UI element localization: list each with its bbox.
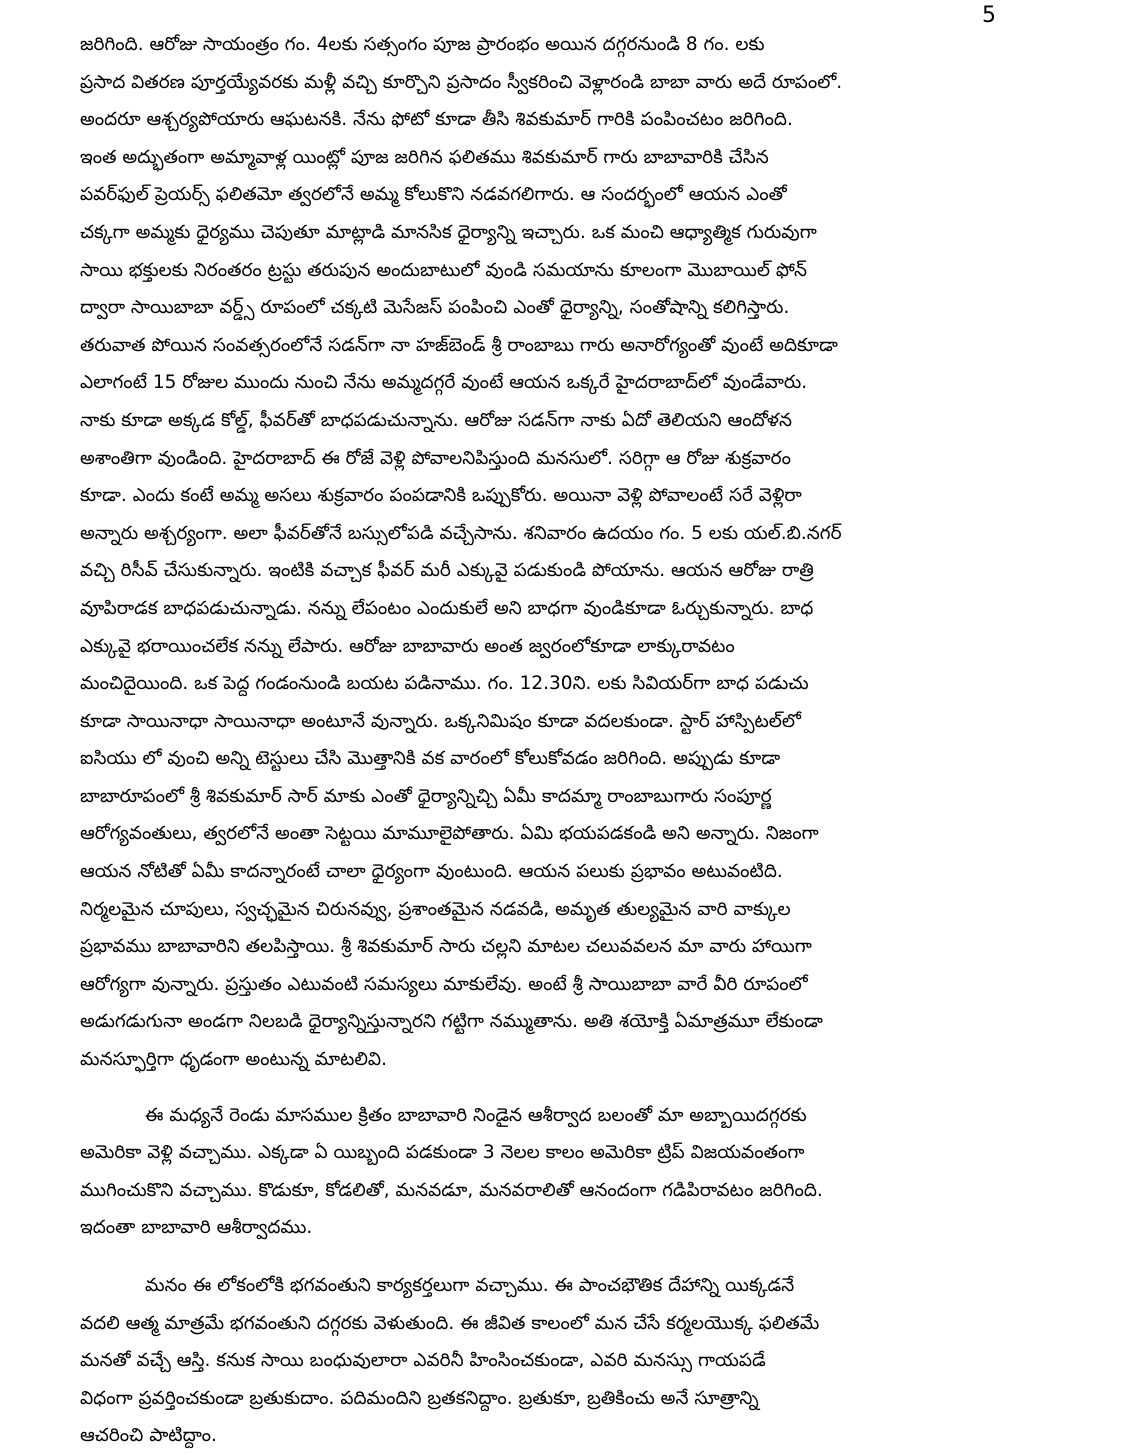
text-line: జరిగింది. ఆరోజు సాయంత్రం గం. 4లకు సత్సంగం పూజ ప్రారంభం అయిన దగ్గరనుండి 8 గం. లకు	[80, 34, 765, 55]
text-line: మనస్ఫూర్తిగా ధృడంగా అంటున్న మాటలివి.	[80, 1049, 387, 1071]
text-line: ఇదంతా బాబావారి ఆశీర్వాదము.	[80, 1217, 313, 1239]
text-line: ఎక్కువై భరాయించలేక నన్ను లేపారు. ఆరోజు బాబావారు అంత జ్వరంలోకూడా లాక్కురావటం	[80, 635, 735, 657]
text-line: నిర్మలమైన చూపులు, స్వచ్ఛమైన చిరునవ్వు, ప్రశాంతమైన నడవడి, అమృత తుల్యమైన వారి వాక్కుల	[80, 898, 791, 920]
text-line: ఈ మధ్యనే రెండు మాసముల క్రితం బాబావారి నిండైన ఆశీర్వాద బలంతో మా అబ్బాయిదగ్గరకు	[145, 1104, 807, 1126]
text-line: అన్నారు అశ్చర్యంగా. అలా ఫీవర్‌తోనే బస్సులోపడి వచ్చేసాను. శనివారం ఉదయం గం. 5 లకు యల్.బి.నగర్	[80, 522, 842, 544]
text-line: ఇంత అద్భుతంగా అమ్మావాళ్ల యింట్లో పూజ జరిగిన ఫలితము శివకుమార్ గారు బాబావారికి చేసిన	[80, 146, 769, 168]
text-line: కూడా. ఎందు కంటే అమ్మ అసలు శుక్రవారం పంపడానికి ఒప్పుకోరు. అయినా వెళ్లి పోవాలంటే సరే వెళ్లిరా	[80, 485, 802, 507]
text-line: ద్వారా సాయిబాబా వర్డ్స్ రూపంలో చక్కటి మెసేజస్ పంపించి ఎంతో ధైర్యాన్ని, సంతోషాన్ని కలిగిస్తారు.	[80, 297, 790, 319]
text-line: మంచిదైయింది. ఒక పెద్ద గండంనుండి బయట పడినాము. గం. 12.30ని. లకు సివియర్‌గా బాధ పడుచు	[80, 673, 809, 695]
text-line: కూడా సాయినాధా సాయినాధా అంటూనే వున్నారు. ఒక్కనిమిషం కూడా వదలకుండా. స్టార్ హాస్పిటల్‌లో	[80, 710, 801, 732]
text-line: ఎలాగంటే 15 రోజుల ముందు నుంచి నేను అమ్మదగ్గరే వుంటే ఆయన ఒక్కరే హైదరాబాద్‌లో వుండేవారు.	[80, 372, 808, 394]
document-body	[80, 26, 1080, 1455]
paragraph-2	[80, 1097, 1080, 1247]
text-line: ప్రభావము బాబావారిని తలపిస్తాయి. శ్రీ శివకుమార్ సారు చల్లని మాటల చలువవలన మా వారు హాయిగా	[80, 936, 812, 958]
text-line: ఆరోగ్యగా వున్నారు. ప్రస్తుతం ఎటువంటి సమస్యలు మాకులేవు. అంటే శ్రీ సాయిబాబా వారే వీరి రూపంలో	[80, 973, 808, 995]
text-line: ఐసియు లో వుంచి అన్ని టెస్టులు చేసి మొత్తానికి వక వారంలో కోలుకోవడం జరిగింది. అప్పుడు కూడా	[80, 748, 781, 770]
text-line: పవర్‌ఫుల్ ప్రెయర్స్ ఫలితమో త్వరలోనే అమ్మ కోలుకొని నడవగలిగారు. ఆ సందర్భంలో ఆయన ఎంతో	[80, 184, 787, 206]
text-line: అశాంతిగా వుండింది. హైదరాబాద్ ఈ రోజే వెళ్లి పోవాలనిపిస్తుంది మనసులో. సరిగ్గా ఆ రోజు శుక్రవారం	[80, 447, 791, 469]
text-line: ఆయన నోటితో ఏమీ కాదన్నారంటే చాలా ధైర్యంగా వుంటుంది. ఆయన పలుకు ప్రభావం అటువంటిది.	[80, 861, 783, 883]
text-line: మనం ఈ లోకంలోకి భగవంతుని కార్యకర్తలుగా వచ్చాము. ఈ పాంచభౌతిక దేహాన్ని యిక్కడనే	[145, 1275, 795, 1296]
text-line: వచ్చి రిసీవ్ చేసుకున్నారు. ఇంటికి వచ్చాక ఫీవర్ మరీ ఎక్కువై పడుకుండి పోయాను. ఆయన ఆరోజు రాత్రి	[80, 560, 814, 582]
text-line: అమెరికా వెళ్లి వచ్చాము. ఎక్కడా ఏ యిబ్బంది పడకుండా 3 నెలల కాలం అమెరికా ట్రిప్ విజయవంతంగా	[80, 1142, 805, 1164]
text-line: చక్కగా అమ్మకు ధైర్యము చెపుతూ మాట్లాడి మానసిక ధైర్యాన్ని ఇచ్చారు. ఒక మంచి ఆధ్యాత్మిక గురువుగా	[80, 221, 817, 243]
paragraph-3	[80, 1267, 1080, 1455]
text-line: విధంగా ప్రవర్తించకుండా బ్రతుకుదాం. పదిమందిని బ్రతకనిద్దాం. బ్రతుకూ, బ్రతికించు అనే సూత్రాన్ని	[80, 1387, 759, 1409]
paragraph-1	[80, 26, 1080, 1079]
text-line: మనతో వచ్చే ఆస్తి. కనుక సాయి బంధువులారా ఎవరినీ హింసించకుండా, ఎవరి మనస్సు గాయపడే	[80, 1350, 766, 1372]
text-line: ముగించుకొని వచ్చాము. కొడుకూ, కోడలితో, మనవడూ, మనవరాలితో ఆనందంగా గడిపిరావటం జరిగింది.	[80, 1179, 823, 1201]
text-line: సాయి భక్తులకు నిరంతరం ట్రస్టు తరుపున అందుబాటులో వుండి సమయాను కూలంగా మొబాయిల్ ఫోన్	[80, 259, 807, 281]
text-line: వదలి ఆత్మ మాత్రమే భగవంతుని దగ్గరకు వెళుతుంది. ఈ జీవిత కాలంలో మన చేసే కర్మలయొక్క ఫలితమే	[80, 1312, 820, 1334]
text-line: తరువాత పోయిన సంవత్సరంలోనే సడన్‌గా నా హజ్‌బెండ్ శ్రీ రాంబాబు గారు అనారోగ్యంతో వుంటే అదికూడా	[80, 334, 838, 356]
text-line: అడుగడుగునా అండగా నిలబడి ధైర్యాన్నిస్తున్నారని గట్టిగా నమ్ముతాను. అతి శయోక్తి ఏమాత్రమూ లేకుండా	[80, 1011, 823, 1033]
text-line: ఆచరించి పాటిద్దాం.	[80, 1425, 217, 1447]
text-line: నాకు కూడా అక్కడ కోల్డ్, ఫీవర్‌తో బాధపడుచున్నాను. ఆరోజు సడన్‌గా నాకు ఏదో తెలియని ఆందోళన	[80, 409, 792, 431]
text-line: బాబారూపంలో శ్రీ శివకుమార్ సార్ మాకు ఎంతో ధైర్యాన్నిచ్చి ఏమీ కాదమ్మా రాంబాబుగారు సంపూర్ణ	[80, 785, 772, 807]
text-line: ఆరోగ్యవంతులు, త్వరలోనే అంతా సెట్టయి మామూలైపోతారు. ఏమి భయపడకండి అని అన్నారు. నిజంగా	[80, 823, 819, 845]
text-line: అందరూ ఆశ్చర్యపోయారు ఆఘటనకి. నేను ఫోటో కూడా తీసి శివకుమార్ గారికి పంపించటం జరిగింది.	[80, 109, 793, 131]
text-line: వూపిరాడక బాధపడుచున్నాడు. నన్ను లేపంటం ఎందుకులే అని బాధగా వుండికూడా ఓర్చుకున్నారు. బాధ	[80, 597, 814, 619]
page-number: 5	[982, 3, 996, 28]
text-line: ప్రసాద వితరణ పూర్తయ్యేవరకు మళ్లీ వచ్చి కూర్చొని ప్రసాదం స్వీకరించి వెళ్లారండి బాబా వారు అదే రూపంలో.	[80, 71, 843, 93]
